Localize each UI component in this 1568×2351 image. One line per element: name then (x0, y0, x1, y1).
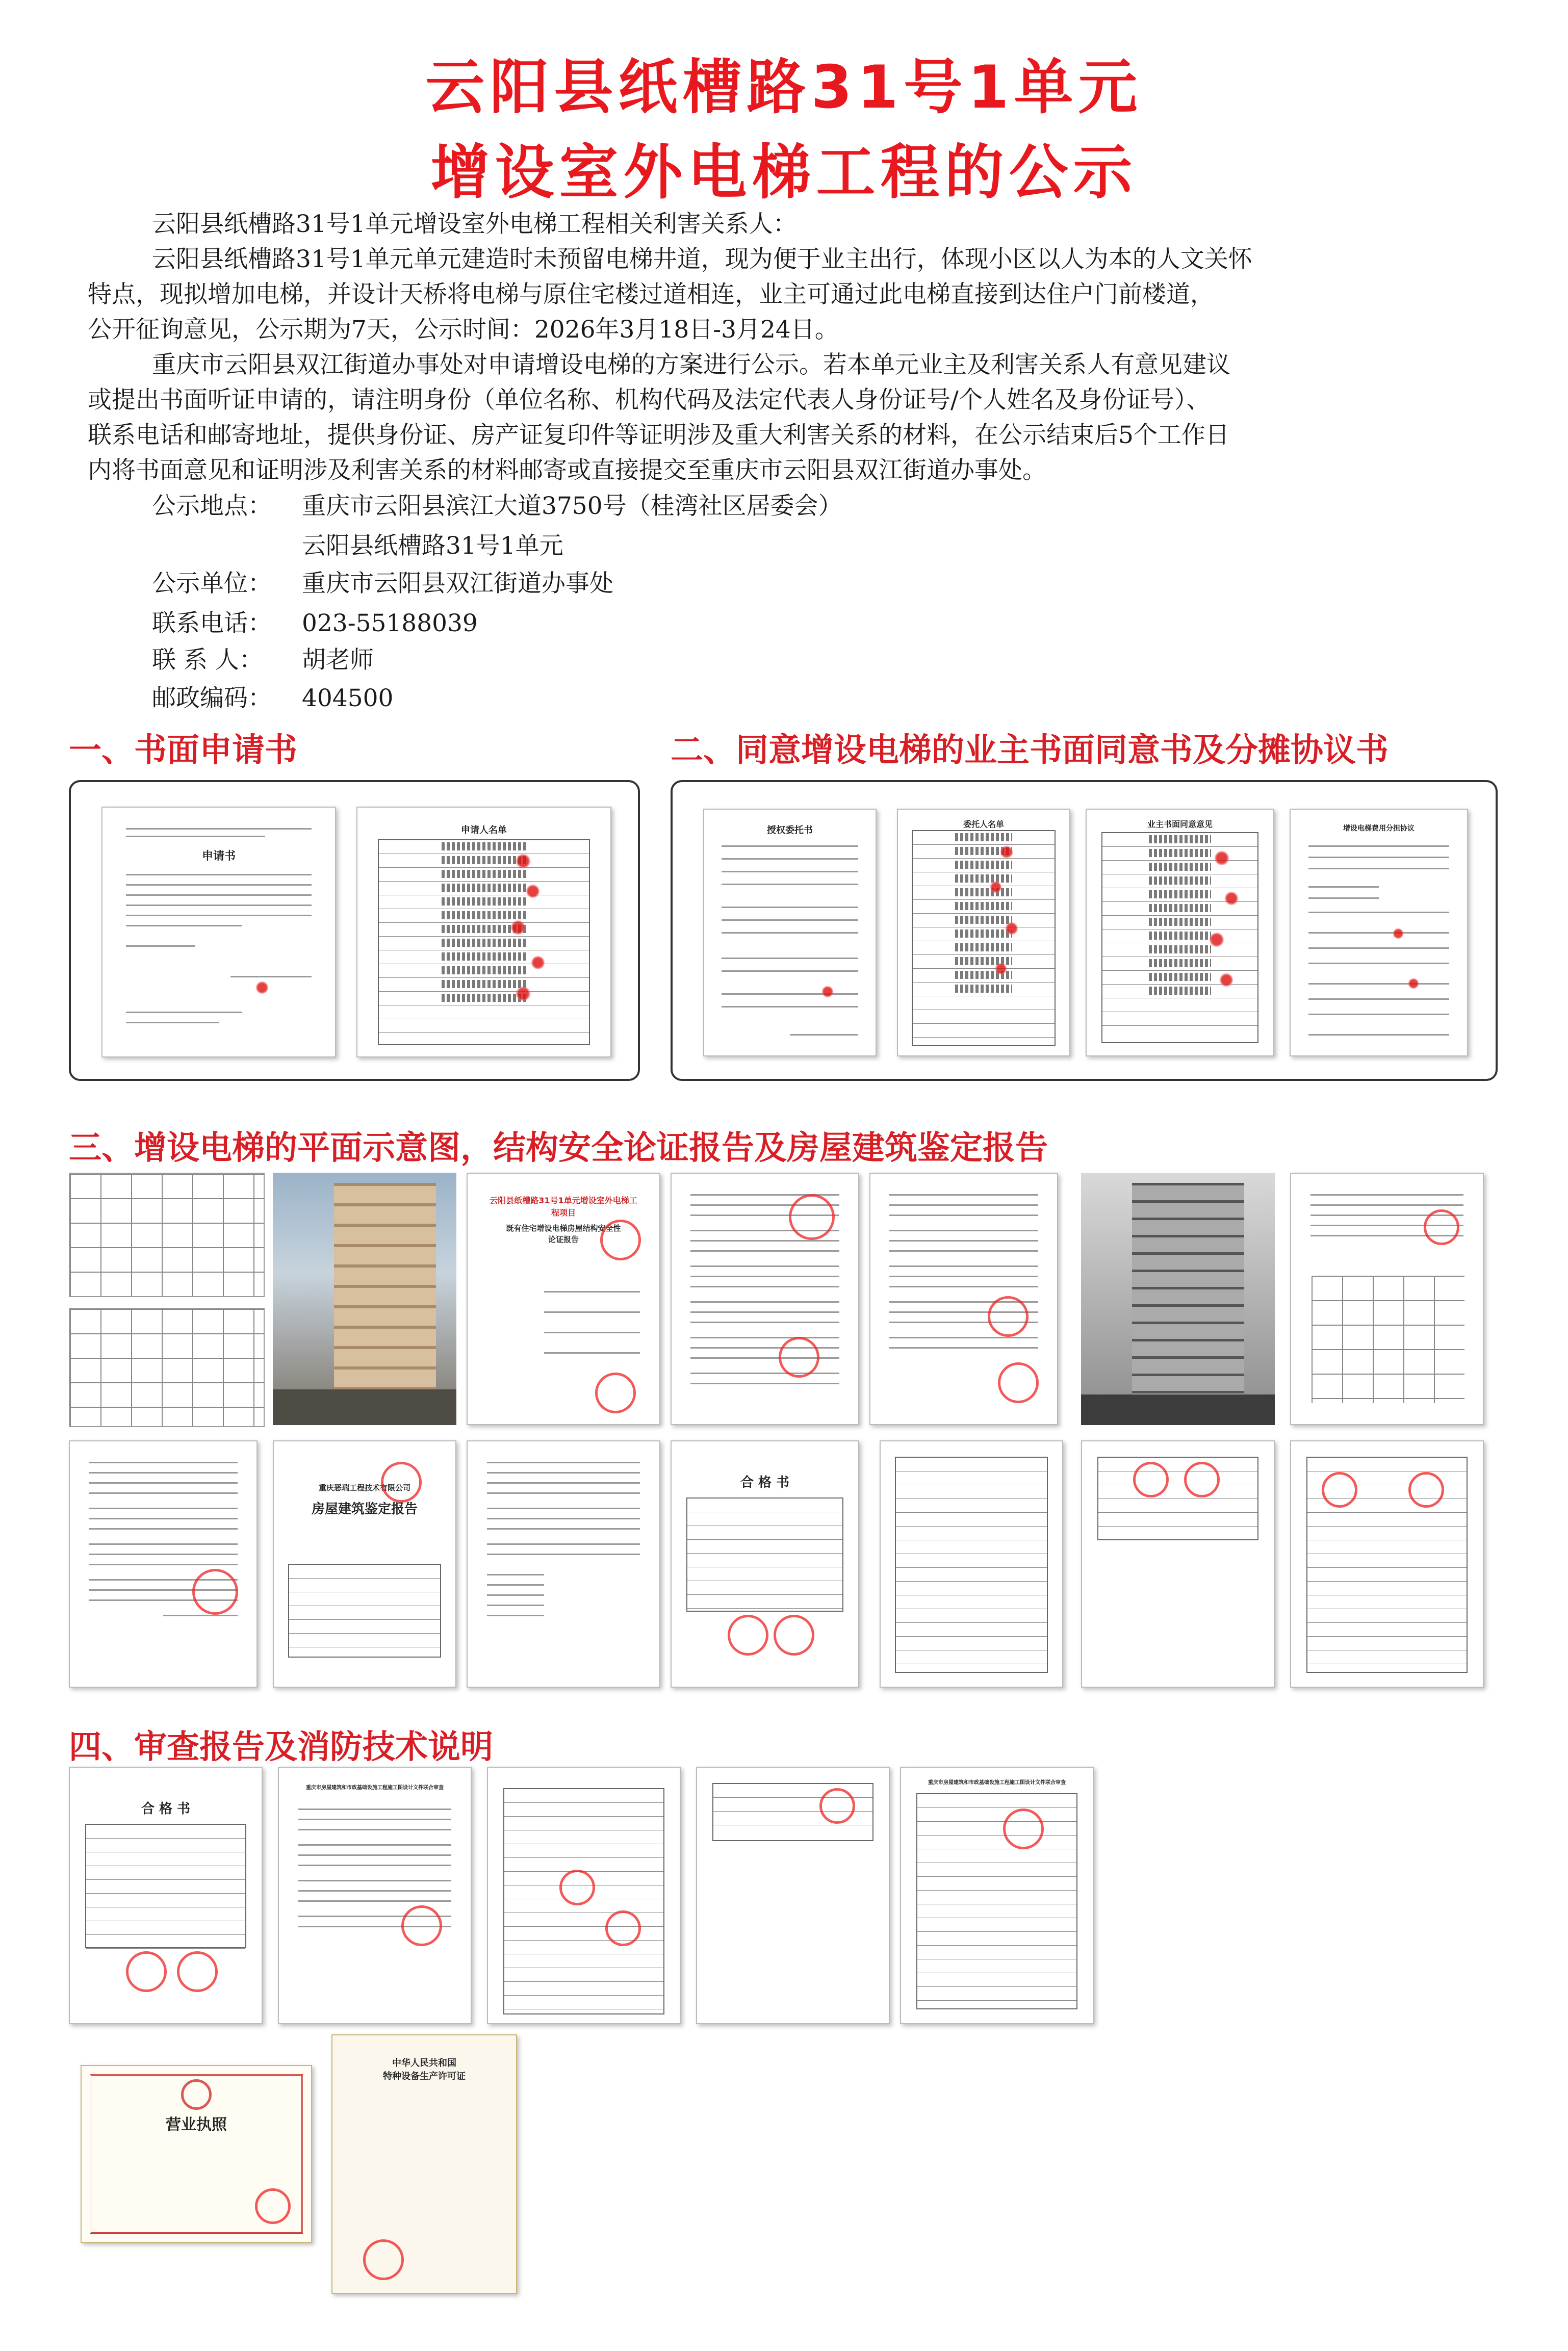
structure-report-page-1 (671, 1173, 859, 1425)
phone-value: 023-55188039 (302, 609, 478, 637)
section-1-frame (69, 780, 640, 1081)
notice-line-3: 特点，现拟增加电梯，并设计天桥将电梯与原住宅楼过道相连，业主可通过此电梯直接到达住户门前楼道， (88, 280, 1214, 308)
structure-cover-line-1: 云阳县纸槽路31号1单元增设室外电梯工 (490, 1196, 637, 1205)
owner-consent-document (1086, 809, 1274, 1056)
appraisal-report-cover (273, 1440, 456, 1688)
phone-label: 联系电话： (152, 609, 272, 637)
permit-line-1: 中华人民共和国 (392, 2058, 456, 2069)
location-label: 公示地点： (152, 492, 272, 520)
notice-line-8: 内将书面意见和证明涉及利害关系的材料邮寄或直接提交至重庆市云阳县双江街道办事处。 (88, 456, 1046, 484)
unit-label: 公示单位： (152, 570, 272, 598)
appraisal-conclusion-page (467, 1440, 660, 1688)
applicant-list-document (356, 807, 611, 1057)
contact-person-label: 联 系 人： (152, 646, 263, 674)
section-2-frame (671, 780, 1498, 1081)
unit-value: 重庆市云阳县双江街道办事处 (302, 570, 613, 598)
structure-report-cover (467, 1173, 660, 1425)
power-of-attorney-title: 授权委托书 (767, 825, 813, 836)
contact-person-value: 胡老师 (302, 646, 374, 674)
postcode-value: 404500 (302, 684, 394, 712)
floor-plan-2 (69, 1308, 265, 1427)
section-heading-1: 一、书面申请书 (69, 732, 297, 769)
notice-line-5: 重庆市云阳县双江街道办事处对申请增设电梯的方案进行公示。若本单元业主及利害关系人有意见建议 (152, 351, 1230, 379)
certificate-1-title: 合 格 书 (740, 1475, 790, 1490)
review-opinion-page-2 (487, 1767, 681, 2024)
section-heading-4: 四、审查报告及消防技术说明 (69, 1728, 493, 1766)
structure-report-page-2 (869, 1173, 1058, 1425)
review-opinion-page-4 (900, 1767, 1094, 2024)
owner-consent-title: 业主书面同意意见 (1147, 819, 1213, 829)
review-opinion-page-1 (278, 1767, 472, 2024)
business-license (81, 2065, 312, 2243)
notice-line-4: 公开征询意见，公示期为7天，公示时间：2026年3月18日-3月24日。 (88, 316, 839, 344)
notice-line-6: 或提出书面听证申请的，请注明身份（单位名称、机构代码及法定代表人身份证号/个人姓名及身份证号）、 (88, 386, 1211, 414)
site-plan-page (1290, 1173, 1484, 1425)
title-line-2: 增设室外电梯工程的公示 (430, 138, 1138, 207)
application-document (101, 807, 336, 1057)
building-photo-color (273, 1173, 456, 1425)
review-form-3 (1290, 1440, 1484, 1688)
building-photo-gray (1081, 1173, 1275, 1425)
review-header-1: 重庆市房屋建筑和市政基础设施工程施工图设计文件联合审查 (306, 1785, 444, 1791)
business-license-title: 营业执照 (166, 2116, 227, 2134)
notice-line-2: 云阳县纸槽路31号1单元单元建造时未预留电梯井道，现为便于业主出行，体现小区以人为本的人文关怀 (152, 245, 1252, 273)
special-equipment-permit (331, 2034, 517, 2294)
location-value-1: 重庆市云阳县滨江大道3750号（桂湾社区居委会） (302, 492, 842, 520)
review-header-2: 重庆市房屋建筑和市政基础设施工程施工图设计文件联合审查 (928, 1780, 1066, 1786)
location-value-2: 云阳县纸槽路31号1单元 (302, 532, 563, 560)
appraisal-report-title: 房屋建筑鉴定报告 (311, 1502, 418, 1517)
applicant-list-title: 申请人名单 (461, 825, 507, 836)
certificate-2-title: 合 格 书 (141, 1801, 191, 1817)
appraisal-text-page (69, 1440, 258, 1688)
structure-cover-line-4: 论证报告 (548, 1235, 579, 1244)
cost-agreement-document (1290, 809, 1468, 1056)
principal-list-title: 委托人名单 (963, 819, 1004, 829)
notice-line-1: 云阳县纸槽路31号1单元增设室外电梯工程相关利害关系人： (152, 210, 797, 238)
structure-cover-line-3: 既有住宅增设电梯房屋结构安全性 (506, 1224, 621, 1233)
qualification-certificate-2 (69, 1767, 263, 2024)
permit-line-2: 特种设备生产许可证 (383, 2071, 466, 2082)
section-heading-2: 二、同意增设电梯的业主书面同意书及分摊协议书 (671, 732, 1389, 769)
section-heading-3: 三、增设电梯的平面示意图，结构安全论证报告及房屋建筑鉴定报告 (69, 1129, 1048, 1167)
review-form-2 (1081, 1440, 1275, 1688)
appraisal-company-name: 重庆恶瑞工程技术有限公司 (318, 1483, 410, 1492)
review-form-1 (880, 1440, 1063, 1688)
title-line-1: 云阳县纸槽路31号1单元 (425, 53, 1143, 122)
postcode-label: 邮政编码： (152, 684, 272, 712)
qualification-certificate-1 (671, 1440, 859, 1688)
cost-agreement-title: 增设电梯费用分担协议 (1343, 824, 1415, 833)
notice-line-7: 联系电话和邮寄地址，提供身份证、房产证复印件等证明涉及重大利害关系的材料，在公示结束后5个工作日 (88, 421, 1229, 449)
review-opinion-page-3 (696, 1767, 890, 2024)
structure-cover-line-2: 程项目 (551, 1208, 576, 1218)
power-of-attorney-document (703, 809, 877, 1056)
floor-plan-1 (69, 1173, 265, 1297)
application-title: 申请书 (201, 850, 236, 863)
principal-list-document (897, 809, 1070, 1056)
